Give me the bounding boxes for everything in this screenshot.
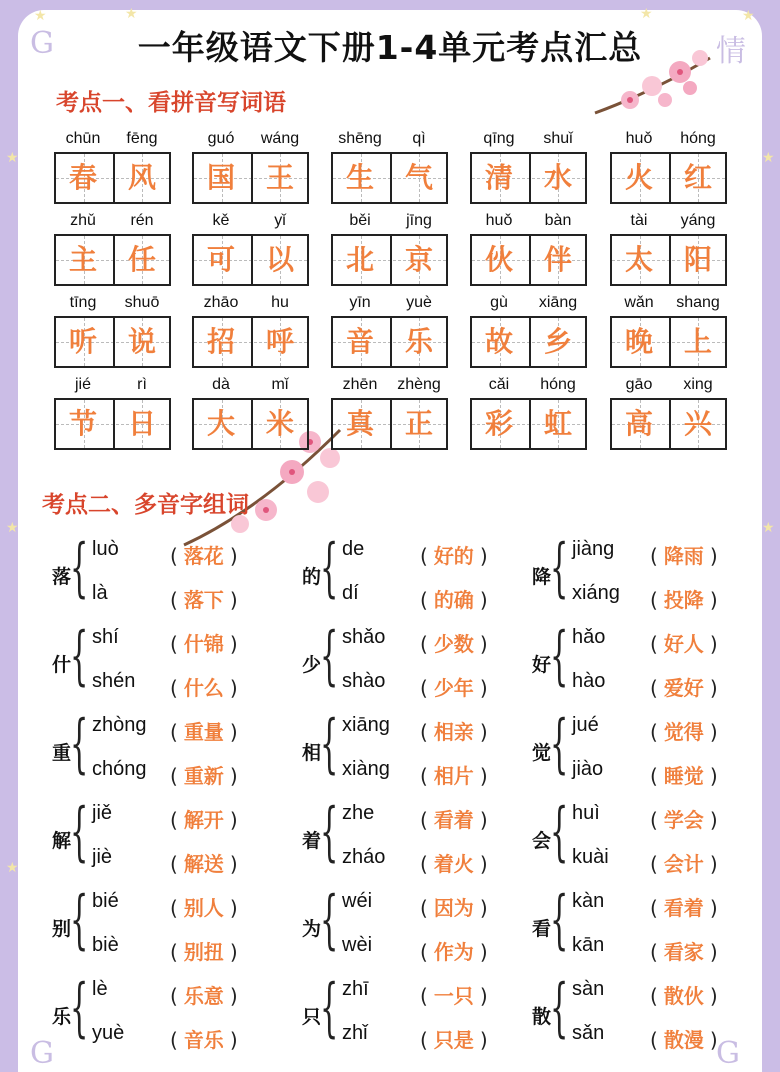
pinyin-reading: huì xyxy=(572,802,600,824)
word-pair xyxy=(470,212,588,294)
pinyin-label: shang xyxy=(676,294,720,311)
hanzi-answer: 正 xyxy=(404,407,433,440)
polyphone-char: 为 xyxy=(302,918,322,940)
brace-icon: { xyxy=(550,707,569,781)
polyphone-item xyxy=(44,796,284,884)
brace-icon: { xyxy=(550,883,569,957)
star-decoration: ★ xyxy=(6,150,19,166)
word-answer: ( 少年 ) xyxy=(420,676,488,700)
word-text: 作为 xyxy=(433,940,474,964)
pinyin-reading: jiàng xyxy=(572,538,615,560)
pinyin-reading: sàn xyxy=(572,978,605,1000)
star-decoration: ★ xyxy=(640,6,653,22)
pinyin-reading: bié xyxy=(92,890,119,912)
hanzi-answer: 兴 xyxy=(683,407,712,440)
word-answer: ( 的确 ) xyxy=(420,588,488,612)
polyphone-char: 会 xyxy=(532,830,552,852)
pinyin-label: hu xyxy=(271,294,289,311)
polyphone-item xyxy=(44,972,284,1060)
brace-icon: { xyxy=(70,619,89,693)
word-answer: ( 重量 ) xyxy=(170,720,238,744)
hanzi-answer: 乡 xyxy=(543,325,572,358)
word-pair xyxy=(54,130,172,212)
hanzi-answer: 招 xyxy=(206,325,235,358)
hanzi-answer: 以 xyxy=(265,243,294,276)
pinyin-label: yuè xyxy=(406,294,432,311)
word-answer: ( 作为 ) xyxy=(420,940,488,964)
hanzi-answer: 彩 xyxy=(484,407,513,440)
word-text: 重新 xyxy=(183,764,224,788)
pinyin-label: shuō xyxy=(124,294,160,311)
word-answer: ( 只是 ) xyxy=(420,1028,488,1052)
pinyin-label: huǒ xyxy=(625,130,653,147)
word-answer: ( 别扭 ) xyxy=(170,940,238,964)
pinyin-label: xing xyxy=(683,376,713,393)
word-text: 什么 xyxy=(183,676,224,700)
word-text: 睡觉 xyxy=(663,764,704,788)
word-text: 觉得 xyxy=(663,720,704,744)
pinyin-label: yáng xyxy=(680,212,716,229)
word-answer: ( 相片 ) xyxy=(420,764,488,788)
hanzi-answer: 任 xyxy=(127,243,156,276)
pinyin-reading: de xyxy=(342,538,365,560)
word-text: 降雨 xyxy=(663,544,704,568)
hanzi-answer: 主 xyxy=(68,243,97,276)
corner-logo: G xyxy=(30,1036,54,1071)
word-pair xyxy=(610,294,728,376)
hanzi-answer: 太 xyxy=(624,243,653,276)
word-pair xyxy=(470,376,588,458)
word-pair xyxy=(192,130,310,212)
pinyin-reading: là xyxy=(92,582,108,604)
pinyin-label: shēng xyxy=(338,130,382,147)
word-text: 音乐 xyxy=(183,1028,224,1052)
pinyin-label: xiāng xyxy=(538,294,578,311)
brace-icon: { xyxy=(550,971,569,1045)
polyphone-item xyxy=(524,884,764,972)
corner-logo: G xyxy=(30,26,54,61)
word-text: 重量 xyxy=(183,720,224,744)
pinyin-label: guó xyxy=(207,130,235,147)
pinyin-reading: dí xyxy=(342,582,359,604)
polyphone-item xyxy=(44,620,284,708)
page-title: 一年级语文下册1-4单元考点汇总 xyxy=(137,28,643,67)
brace-icon: { xyxy=(320,707,339,781)
pinyin-reading: zhǐ xyxy=(342,1022,368,1044)
word-pair xyxy=(331,376,449,458)
pinyin-label: gāo xyxy=(625,376,653,393)
brace-icon: { xyxy=(320,883,339,957)
polyphone-item xyxy=(524,532,764,620)
word-answer: ( 落花 ) xyxy=(170,544,238,568)
word-pair xyxy=(54,294,172,376)
pinyin-reading: kuài xyxy=(572,846,609,868)
hanzi-answer: 故 xyxy=(484,325,513,358)
brace-icon: { xyxy=(70,707,89,781)
word-answer: ( 睡觉 ) xyxy=(650,764,718,788)
pinyin-reading: xiàng xyxy=(342,758,390,780)
word-text: 少数 xyxy=(433,632,474,656)
section-heading-pinyin: 考点一、看拼音写词语 xyxy=(56,90,286,116)
word-answer: ( 散伙 ) xyxy=(650,984,718,1008)
pinyin-label: qì xyxy=(412,130,426,147)
word-text: 别扭 xyxy=(183,940,224,964)
pinyin-label: shuǐ xyxy=(543,130,573,147)
word-pair xyxy=(470,294,588,376)
polyphone-char: 觉 xyxy=(532,742,552,764)
word-answer: ( 看着 ) xyxy=(420,808,488,832)
word-pair xyxy=(192,212,310,294)
pinyin-label: rì xyxy=(137,376,147,393)
polyphone-char: 只 xyxy=(302,1006,322,1028)
hanzi-answer: 国 xyxy=(206,161,235,194)
pinyin-label: gù xyxy=(490,294,508,311)
grid-row xyxy=(0,294,780,376)
hanzi-answer: 生 xyxy=(345,161,374,194)
word-answer: ( 爱好 ) xyxy=(650,676,718,700)
word-answer: ( 觉得 ) xyxy=(650,720,718,744)
pinyin-reading: kān xyxy=(572,934,605,956)
pinyin-label: zhāo xyxy=(203,294,239,311)
word-text: 着火 xyxy=(433,852,474,876)
hanzi-answer: 音 xyxy=(345,325,374,358)
word-text: 散伙 xyxy=(663,984,704,1008)
hanzi-answer: 说 xyxy=(127,325,156,358)
word-answer: ( 解送 ) xyxy=(170,852,238,876)
word-answer: ( 好的 ) xyxy=(420,544,488,568)
word-text: 别人 xyxy=(183,896,224,920)
hanzi-answer: 节 xyxy=(68,407,97,440)
pinyin-label: mǐ xyxy=(271,376,289,393)
pinyin-reading: zhī xyxy=(342,978,369,1000)
polyphone-item xyxy=(524,796,764,884)
grid-row xyxy=(0,130,780,212)
pinyin-label: dà xyxy=(212,376,230,393)
pinyin-reading: hǎo xyxy=(572,626,606,648)
word-text: 乐意 xyxy=(183,984,224,1008)
word-text: 解开 xyxy=(183,808,224,832)
brace-icon: { xyxy=(70,971,89,1045)
word-text: 会计 xyxy=(663,852,704,876)
hanzi-answer: 乐 xyxy=(404,325,433,358)
hanzi-answer: 晚 xyxy=(624,325,653,358)
word-answer: ( 别人 ) xyxy=(170,896,238,920)
hanzi-answer: 气 xyxy=(404,161,433,194)
hanzi-answer: 水 xyxy=(543,161,572,194)
word-pair xyxy=(192,294,310,376)
hanzi-answer: 红 xyxy=(683,161,712,194)
polyphone-item xyxy=(44,708,284,796)
word-text: 解送 xyxy=(183,852,224,876)
pinyin-label: wǎn xyxy=(624,294,654,311)
polyphone-item xyxy=(294,532,534,620)
brace-icon: { xyxy=(320,795,339,869)
hanzi-answer: 高 xyxy=(624,407,653,440)
pinyin-reading: hào xyxy=(572,670,606,692)
word-answer: ( 看家 ) xyxy=(650,940,718,964)
word-pair xyxy=(331,294,449,376)
pinyin-reading: biè xyxy=(92,934,119,956)
pinyin-reading: jiě xyxy=(92,802,113,824)
pinyin-reading: chóng xyxy=(92,758,147,780)
pinyin-label: fēng xyxy=(126,130,158,147)
pinyin-reading: zhòng xyxy=(92,714,147,736)
pinyin-label: chūn xyxy=(65,130,101,147)
word-answer: ( 重新 ) xyxy=(170,764,238,788)
brace-icon: { xyxy=(70,795,89,869)
polyphone-char: 看 xyxy=(532,918,552,940)
word-answer: ( 解开 ) xyxy=(170,808,238,832)
pinyin-reading: xiāng xyxy=(342,714,390,736)
polyphone-item xyxy=(44,884,284,972)
word-answer: ( 看着 ) xyxy=(650,896,718,920)
word-answer: ( 少数 ) xyxy=(420,632,488,656)
word-pair xyxy=(192,376,310,458)
hanzi-answer: 上 xyxy=(683,325,712,358)
pinyin-label: jīng xyxy=(406,212,432,229)
word-answer: ( 降雨 ) xyxy=(650,544,718,568)
hanzi-answer: 真 xyxy=(345,407,374,440)
word-text: 爱好 xyxy=(663,676,704,700)
star-decoration: ★ xyxy=(6,520,19,536)
word-answer: ( 好人 ) xyxy=(650,632,718,656)
pinyin-reading: xiáng xyxy=(572,582,620,604)
star-decoration: ★ xyxy=(34,8,47,24)
pinyin-reading: jué xyxy=(572,714,599,736)
hanzi-answer: 伙 xyxy=(484,243,513,276)
pinyin-reading: shào xyxy=(342,670,386,692)
polyphone-item xyxy=(44,532,284,620)
polyphone-char: 好 xyxy=(532,654,552,676)
polyphone-char: 降 xyxy=(532,566,552,588)
hanzi-answer: 北 xyxy=(345,243,374,276)
pinyin-label: wáng xyxy=(260,130,300,147)
hanzi-answer: 米 xyxy=(265,407,294,440)
pinyin-label: tīng xyxy=(69,294,97,311)
word-text: 看着 xyxy=(433,808,474,832)
word-text: 散漫 xyxy=(663,1028,704,1052)
hanzi-answer: 火 xyxy=(624,161,653,194)
word-text: 投降 xyxy=(663,588,704,612)
pinyin-reading: wèi xyxy=(342,934,373,956)
polyphone-item xyxy=(294,884,534,972)
polyphone-char: 少 xyxy=(302,654,322,676)
pinyin-reading: shén xyxy=(92,670,136,692)
corner-logo: G xyxy=(716,1036,740,1071)
word-text: 好的 xyxy=(433,544,474,568)
word-text: 相片 xyxy=(433,764,474,788)
pinyin-label: zhǔ xyxy=(70,212,96,229)
polyphone-item xyxy=(294,796,534,884)
hanzi-answer: 呼 xyxy=(265,325,294,358)
pinyin-reading: zháo xyxy=(342,846,386,868)
word-answer: ( 音乐 ) xyxy=(170,1028,238,1052)
word-text: 什锦 xyxy=(183,632,224,656)
word-answer: ( 投降 ) xyxy=(650,588,718,612)
word-answer: ( 散漫 ) xyxy=(650,1028,718,1052)
word-text: 好人 xyxy=(663,632,704,656)
pinyin-reading: zhe xyxy=(342,802,375,824)
polyphone-item xyxy=(294,620,534,708)
pinyin-label: yīn xyxy=(349,294,371,311)
hanzi-answer: 风 xyxy=(127,161,156,194)
word-answer: ( 落下 ) xyxy=(170,588,238,612)
word-text: 学会 xyxy=(663,808,704,832)
brace-icon: { xyxy=(550,531,569,605)
pinyin-label: qīng xyxy=(483,130,515,147)
word-answer: ( 一只 ) xyxy=(420,984,488,1008)
polyphone-item xyxy=(294,972,534,1060)
polyphone-char: 相 xyxy=(302,742,322,764)
polyphone-char: 的 xyxy=(302,566,322,588)
brace-icon: { xyxy=(70,883,89,957)
hanzi-answer: 日 xyxy=(127,407,156,440)
word-answer: ( 因为 ) xyxy=(420,896,488,920)
pinyin-label: rén xyxy=(130,212,154,229)
pinyin-label: hóng xyxy=(680,130,716,147)
word-text: 落花 xyxy=(183,544,224,568)
pinyin-label: hóng xyxy=(540,376,576,393)
hanzi-answer: 王 xyxy=(265,161,294,194)
word-pair xyxy=(610,376,728,458)
word-text: 因为 xyxy=(433,896,474,920)
polyphone-char: 落 xyxy=(52,566,72,588)
brace-icon: { xyxy=(70,531,89,605)
pinyin-label: běi xyxy=(349,212,371,229)
pinyin-label: cǎi xyxy=(488,376,510,393)
word-answer: ( 什么 ) xyxy=(170,676,238,700)
word-text: 一只 xyxy=(433,984,474,1008)
polyphone-item xyxy=(524,972,764,1060)
pinyin-reading: shǎo xyxy=(342,626,386,648)
word-answer: ( 相亲 ) xyxy=(420,720,488,744)
brace-icon: { xyxy=(550,795,569,869)
pinyin-reading: yuè xyxy=(92,1022,125,1044)
hanzi-answer: 春 xyxy=(68,161,97,194)
hanzi-answer: 可 xyxy=(206,243,235,276)
pinyin-label: bàn xyxy=(544,212,572,229)
pinyin-label: jié xyxy=(74,376,91,393)
word-text: 只是 xyxy=(433,1028,474,1052)
pinyin-label: yǐ xyxy=(274,212,286,229)
brace-icon: { xyxy=(320,531,339,605)
word-text: 看家 xyxy=(663,940,704,964)
polyphone-char: 重 xyxy=(52,742,72,764)
pinyin-reading: shí xyxy=(92,626,119,648)
word-pair xyxy=(331,212,449,294)
pinyin-label: kě xyxy=(212,212,230,229)
polyphone-item xyxy=(524,620,764,708)
pinyin-label: zhēn xyxy=(342,376,378,393)
brace-icon: { xyxy=(320,619,339,693)
polyphone-char: 别 xyxy=(52,918,72,940)
pinyin-label: huǒ xyxy=(485,212,513,229)
pinyin-label: tài xyxy=(630,212,648,229)
hanzi-answer: 虹 xyxy=(543,407,572,440)
word-pair xyxy=(54,376,172,458)
pinyin-reading: wéi xyxy=(342,890,373,912)
word-text: 相亲 xyxy=(433,720,474,744)
brace-icon: { xyxy=(550,619,569,693)
word-pair xyxy=(610,212,728,294)
word-answer: ( 什锦 ) xyxy=(170,632,238,656)
pinyin-reading: jiào xyxy=(572,758,604,780)
grid-row xyxy=(0,212,780,294)
hanzi-answer: 阳 xyxy=(683,243,712,276)
word-text: 看着 xyxy=(663,896,704,920)
word-answer: ( 学会 ) xyxy=(650,808,718,832)
star-decoration: ★ xyxy=(742,8,755,24)
word-pair xyxy=(54,212,172,294)
word-text: 的确 xyxy=(433,588,474,612)
hanzi-answer: 大 xyxy=(206,407,235,440)
brace-icon: { xyxy=(320,971,339,1045)
grid-row xyxy=(0,376,780,458)
word-pair xyxy=(610,130,728,212)
pinyin-reading: luò xyxy=(92,538,119,560)
star-decoration: ★ xyxy=(6,860,19,876)
pinyin-label: zhèng xyxy=(397,376,441,393)
polyphone-item xyxy=(524,708,764,796)
pinyin-reading: kàn xyxy=(572,890,605,912)
pinyin-reading: jiè xyxy=(92,846,113,868)
polyphone-char: 什 xyxy=(52,654,72,676)
polyphone-char: 着 xyxy=(302,830,322,852)
polyphone-item xyxy=(294,708,534,796)
word-answer: ( 会计 ) xyxy=(650,852,718,876)
word-text: 落下 xyxy=(183,588,224,612)
word-text: 少年 xyxy=(433,676,474,700)
polyphone-char: 解 xyxy=(52,830,72,852)
star-decoration: ★ xyxy=(762,520,775,536)
pinyin-reading: sǎn xyxy=(572,1022,605,1044)
hanzi-answer: 清 xyxy=(484,161,513,194)
pinyin-reading: lè xyxy=(92,978,108,1000)
hanzi-answer: 听 xyxy=(68,325,97,358)
section-heading-polyphone: 考点二、多音字组词 xyxy=(42,492,249,518)
hanzi-answer: 京 xyxy=(404,243,433,276)
word-answer: ( 乐意 ) xyxy=(170,984,238,1008)
hanzi-answer: 伴 xyxy=(543,243,572,276)
polyphone-char: 散 xyxy=(532,1006,552,1028)
star-decoration: ★ xyxy=(762,150,775,166)
polyphone-char: 乐 xyxy=(52,1006,72,1028)
word-pair xyxy=(331,130,449,212)
corner-logo: 情 xyxy=(716,34,746,69)
word-answer: ( 着火 ) xyxy=(420,852,488,876)
word-pair xyxy=(470,130,588,212)
star-decoration: ★ xyxy=(125,6,138,22)
